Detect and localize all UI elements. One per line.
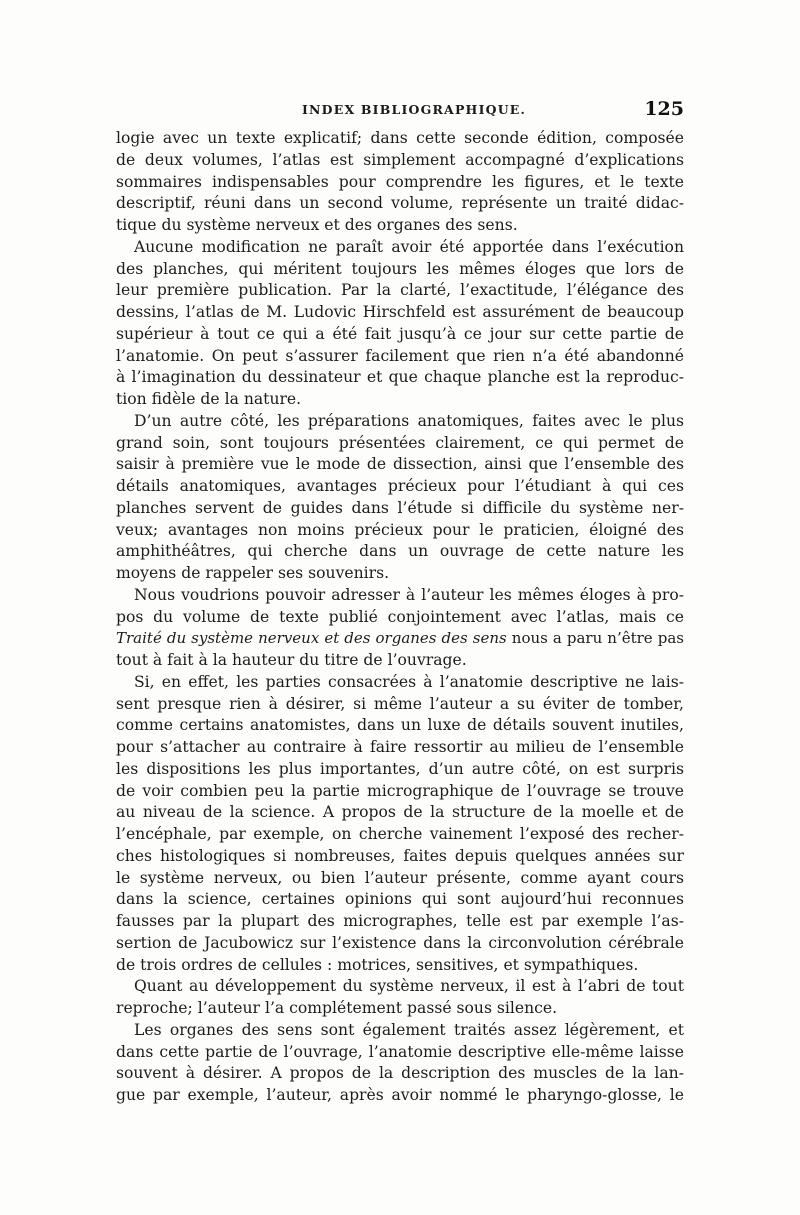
- text-line: Aucune modification ne paraît avoir été apportée dans l’exécution: [134, 237, 684, 256]
- text-line: de voir combien peu la partie micrographique de l’ouvrage se trouve: [116, 781, 684, 800]
- text-line: tout à fait à la hauteur du titre de l’ouvrage.: [116, 651, 467, 669]
- text-line: tique du système nerveux et des organes des sens.: [116, 216, 518, 234]
- text-line: de trois ordres de cellules : motrices, sensitives, et sympathiques.: [116, 955, 639, 974]
- text-line: au niveau de la science. A propos de la structure de la moelle et de: [116, 803, 684, 822]
- text-line: tion fidèle de la nature.: [116, 390, 302, 408]
- text-line: dans la science, certaines opinions qui sont aujourd’hui reconnues: [116, 890, 684, 909]
- page-header: [116, 98, 684, 122]
- text-line: amphithéâtres, qui cherche dans un ouvrage de cette nature les: [116, 542, 684, 561]
- text-line: sent presque rien à désirer, si même l’auteur a su éviter de tomber,: [116, 694, 684, 713]
- text-line: logie avec un texte explicatif; dans cette seconde édition, composée: [116, 129, 684, 147]
- text-line: le système nerveux, ou bien l’auteur présente, comme ayant cours: [116, 868, 684, 887]
- text-line: reproche; l’auteur l’a complétement passé sous silence.: [116, 999, 558, 1017]
- text-line: descriptif, réuni dans un second volume, représente un traité didac-: [116, 194, 684, 213]
- text-line: grand soin, sont toujours présentées clairement, ce qui permet de: [116, 433, 684, 452]
- text-line: Si, en effet, les parties consacrées à l’anatomie descriptive ne lais-: [134, 672, 684, 691]
- text-line: veux; avantages non moins précieux pour le praticien, éloigné des: [116, 520, 684, 539]
- italic-book-title: Traité du système nerveux et des organes des sens: [116, 629, 507, 648]
- text-line: à l’imagination du dessinateur et que chaque planche est la reproduc-: [116, 368, 684, 387]
- text-line: moyens de rappeler ses souvenirs.: [116, 564, 390, 582]
- text-line: Nous voudrions pouvoir adresser à l’auteur les mêmes éloges à pro-: [134, 585, 684, 604]
- text-line: les dispositions les plus importantes, d’un autre côté, on est surpris: [116, 759, 684, 778]
- text-line: sertion de Jacubowicz sur l’existence dans la circonvolution cérébrale: [116, 933, 684, 952]
- running-title: INDEX BIBLIOGRAPHIQUE.: [302, 102, 527, 117]
- text-line: l’encéphale, par exemple, on cherche vainement l’exposé des recher-: [116, 825, 684, 843]
- text-line: Quant au développement du système nerveux, il est à l’abri de tout: [134, 977, 684, 996]
- text-line: D’un autre côté, les préparations anatomiques, faites avec le plus: [134, 411, 684, 430]
- text-line: leur première publication. Par la clarté, l’exactitude, l’élégance des: [116, 281, 684, 300]
- text-line: souvent à désirer. A propos de la description des muscles de la lan-: [116, 1064, 684, 1083]
- text-line: détails anatomiques, avantages précieux pour l’étudiant à qui ces: [116, 477, 684, 495]
- text-line: l’anatomie. On peut s’assurer facilement que rien n’a été abandonné: [116, 346, 684, 365]
- text-line: dessins, l’atlas de M. Ludovic Hirschfeld est assurément de beaucoup: [116, 303, 684, 321]
- text-line: planches servent de guides dans l’étude si difficile du système ner-: [116, 498, 684, 517]
- text-line: Les organes des sens sont également traités assez légèrement, et: [134, 1020, 684, 1039]
- text-line: de deux volumes, l’atlas est simplement accompagné d’explications: [116, 150, 684, 169]
- text-line: saisir à première vue le mode de dissection, ainsi que l’ensemble des: [116, 455, 684, 474]
- text-line: pour s’attacher au contraire à faire ressortir au milieu de l’ensemble: [116, 738, 684, 756]
- text-line: des planches, qui méritent toujours les mêmes éloges que lors de: [116, 259, 684, 278]
- text-line: pos du volume de texte publié conjointement avec l’atlas, mais ce: [116, 607, 684, 626]
- text-line: fausses par la plupart des micrographes, telle est par exemple l’as-: [116, 912, 684, 930]
- text-line: sommaires indispensables pour comprendre les figures, et le texte: [116, 172, 684, 191]
- body-text: [116, 128, 684, 1107]
- text-line: gue par exemple, l’auteur, après avoir nommé le pharyngo-glosse, le: [116, 1086, 684, 1104]
- text-line: [116, 628, 684, 650]
- text-line-remainder: nous a paru n’être pas: [511, 629, 684, 648]
- text-line: dans cette partie de l’ouvrage, l’anatomie descriptive elle-même laisse: [116, 1042, 684, 1061]
- page-number: 125: [644, 98, 684, 120]
- text-line: ches histologiques si nombreuses, faites depuis quelques années sur: [116, 846, 684, 865]
- text-line: supérieur à tout ce qui a été fait jusqu’à ce jour sur cette partie de: [116, 324, 684, 343]
- text-line: comme certains anatomistes, dans un luxe de détails souvent inutiles,: [116, 716, 684, 735]
